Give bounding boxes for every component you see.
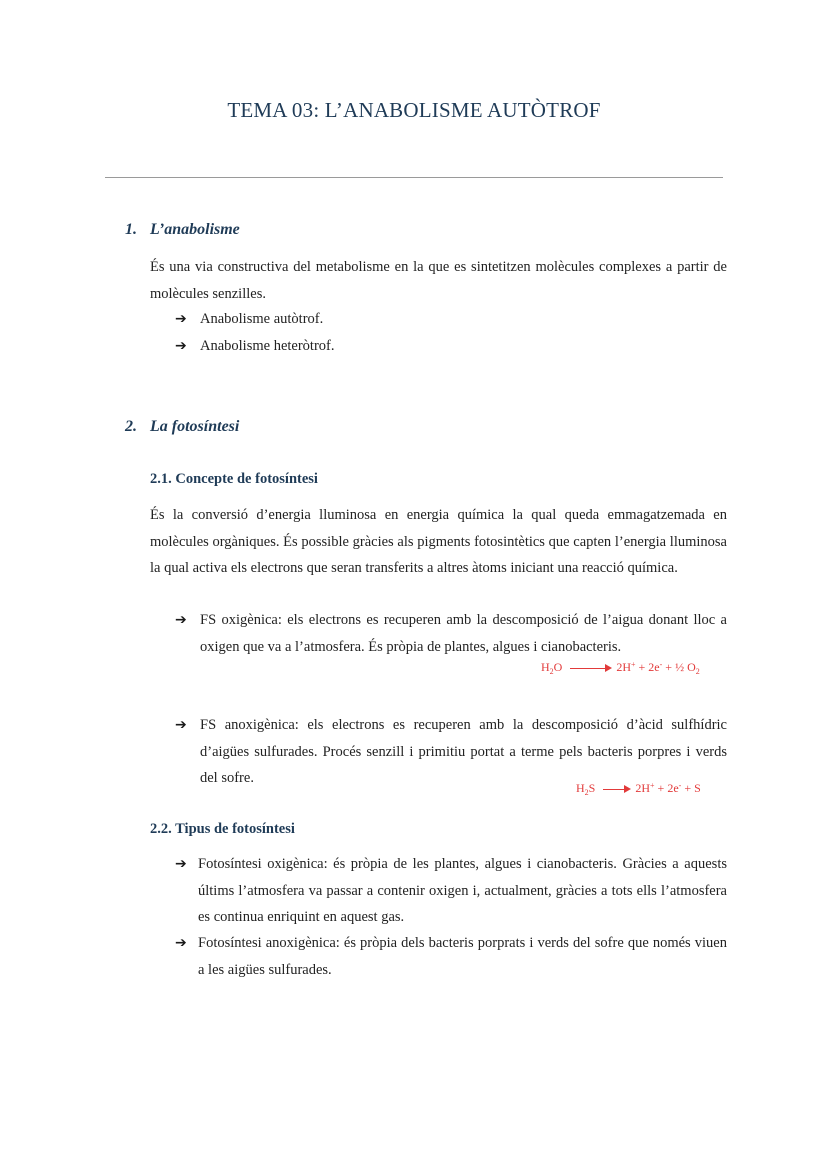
hydrogen-sulfide-reaction <box>576 781 701 797</box>
fs-anoxigenica-bullet <box>175 712 727 792</box>
right-arrow-icon: ➔ <box>175 935 187 951</box>
subsection-2-1-heading <box>150 471 318 488</box>
bullet-text <box>200 607 727 660</box>
right-arrow-icon: ➔ <box>175 338 187 354</box>
section-1-bullet-1 <box>175 306 725 333</box>
title-divider <box>105 177 723 178</box>
bullet-text: Fotosíntesi anoxigènica: és pròpia dels bacteris porprats i verds del sofre que només viuen a les aigües sulfurades. <box>198 935 727 978</box>
reactant: $H_2S$ <box>576 781 596 797</box>
reactant: $H_2O$ <box>541 660 563 676</box>
section-1-heading <box>125 221 240 239</box>
section-2-heading <box>125 418 239 436</box>
fs-oxigenica-bullet <box>175 607 727 660</box>
section-1-bullet-2 <box>175 333 725 360</box>
subsection-2-2-title: Tipus de fotosíntesi <box>175 821 295 837</box>
water-splitting-reaction <box>541 660 700 676</box>
subsection-2-2-number: 2.2. <box>150 821 172 837</box>
fs-anoxigenica-text: FS anoxigènica: els electrons es recuperen amb la descomposició d’àcid sulfhídric d’aigües sulfurades. Procés senzill i primitiu portat a terme pels bacteris porpres i verds del sofre. <box>200 717 727 786</box>
bullet-text: Anabolisme autòtrof. <box>200 311 324 327</box>
fs-oxigenica-text: FS oxigènica: els electrons es recuperen amb la descomposició de l’aigua donant lloc a oxigen que va a l’atmosfera. És pròpia de plantes, algues i cianobacteris. <box>200 612 727 655</box>
section-2-title: La fotosíntesi <box>150 418 240 435</box>
bullet-text <box>200 712 727 792</box>
section-1-paragraph: És una via constructiva del metabolisme en la que es sintetitzen molècules complexes a partir de molècules senzilles. <box>150 259 727 302</box>
fotosintesi-oxigenica-bullet <box>175 851 727 931</box>
subsection-2-1-title: Concepte de fotosíntesi <box>175 471 318 487</box>
section-1-number: 1. <box>125 221 137 238</box>
subsection-2-1-paragraph: És la conversió d’energia lluminosa en energia química la qual queda emmagatzemada en molècules orgàniques. És possible gràcies als pigments fotosintètics que capten l’energia lluminosa la qual activa els electrons que seran transferits a altres àtoms iniciant una reacció química. <box>150 507 727 576</box>
page-title: TEMA 03: L’ANABOLISME AUTÒTROF <box>227 98 601 122</box>
reaction-arrow-icon <box>603 789 629 790</box>
products: 2H+ + 2e- + ½ $O_2$ <box>616 660 700 676</box>
right-arrow-icon: ➔ <box>175 717 187 733</box>
products: 2H+ + 2e- + S <box>635 781 701 795</box>
section-2-number: 2. <box>125 418 137 435</box>
right-arrow-icon: ➔ <box>175 311 187 327</box>
subsection-2-1-number: 2.1. <box>150 471 172 487</box>
bullet-text: Anabolisme heteròtrof. <box>200 338 335 354</box>
bullet-text: Fotosíntesi oxigènica: és pròpia de les plantes, algues i cianobacteris. Gràcies a aquests últims l’atmosfera va passar a contenir oxigen i, actualment, gràcies a tots ells l’atmosfera es continua enriquint en aquest gas. <box>198 856 727 925</box>
section-1-title: L’anabolisme <box>150 221 240 238</box>
reaction-arrow-icon <box>570 668 610 669</box>
right-arrow-icon: ➔ <box>175 612 187 628</box>
right-arrow-icon: ➔ <box>175 856 187 872</box>
subsection-2-2-heading <box>150 821 295 838</box>
fotosintesi-anoxigenica-bullet <box>175 930 727 983</box>
